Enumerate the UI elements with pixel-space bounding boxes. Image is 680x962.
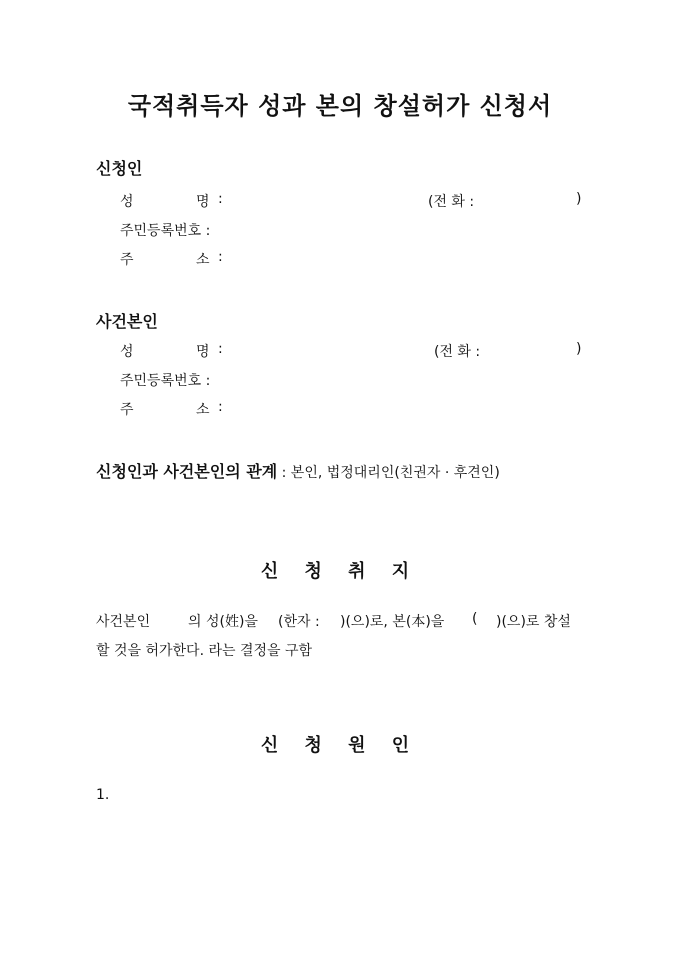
applicant-name-label-char1: 성 [120, 194, 134, 210]
applicant-heading: 신청인 [96, 159, 143, 178]
purpose-line2: 할 것을 허가한다. 라는 결정을 구함 [96, 643, 313, 659]
subject-name-colon: : [218, 341, 223, 357]
applicant-phone-close: ) [576, 191, 582, 207]
subject-resident-label: 주민등록번호 : [120, 373, 211, 389]
applicant-address-label-char2: 소 [196, 252, 210, 268]
subject-phone-open: (전 화 : [434, 344, 481, 360]
purpose-line1-part3: (한자 : [278, 614, 320, 630]
subject-phone-close: ) [576, 341, 582, 357]
applicant-resident-label: 주민등록번호 : [120, 223, 211, 239]
subject-address-colon: : [218, 399, 223, 415]
relation-label: 신청인과 사건본인의 관계 [96, 462, 278, 481]
relation-value: : 본인, 법정대리인(친권자 · 후견인) [281, 465, 500, 481]
applicant-address-colon: : [218, 249, 223, 265]
cause-heading: 신 청 원 인 [260, 735, 420, 756]
applicant-address-label-char1: 주 [120, 252, 134, 268]
subject-address-label-char2: 소 [196, 402, 210, 418]
cause-item-1: 1. [96, 787, 110, 803]
purpose-line1-part4: )(으)로, 본(本)을 [340, 614, 445, 630]
relation-line [96, 459, 500, 482]
applicant-name-label-char2: 명 [196, 194, 210, 210]
purpose-line1-part1: 사건본인 [96, 614, 151, 630]
subject-address-label-char1: 주 [120, 402, 134, 418]
purpose-heading: 신 청 취 지 [260, 561, 420, 582]
subject-name-label-char1: 성 [120, 344, 134, 360]
document-title: 국적취득자 성과 본의 창설허가 신청서 [127, 92, 553, 120]
purpose-line1-part2: 의 성(姓)을 [188, 614, 258, 630]
subject-name-label-char2: 명 [196, 344, 210, 360]
subject-heading: 사건본인 [96, 312, 158, 331]
applicant-phone-open: (전 화 : [428, 194, 475, 210]
purpose-line1-part6: )(으)로 창설 [496, 614, 571, 630]
applicant-name-colon: : [218, 191, 223, 207]
purpose-line1-part5: ( [472, 611, 478, 627]
